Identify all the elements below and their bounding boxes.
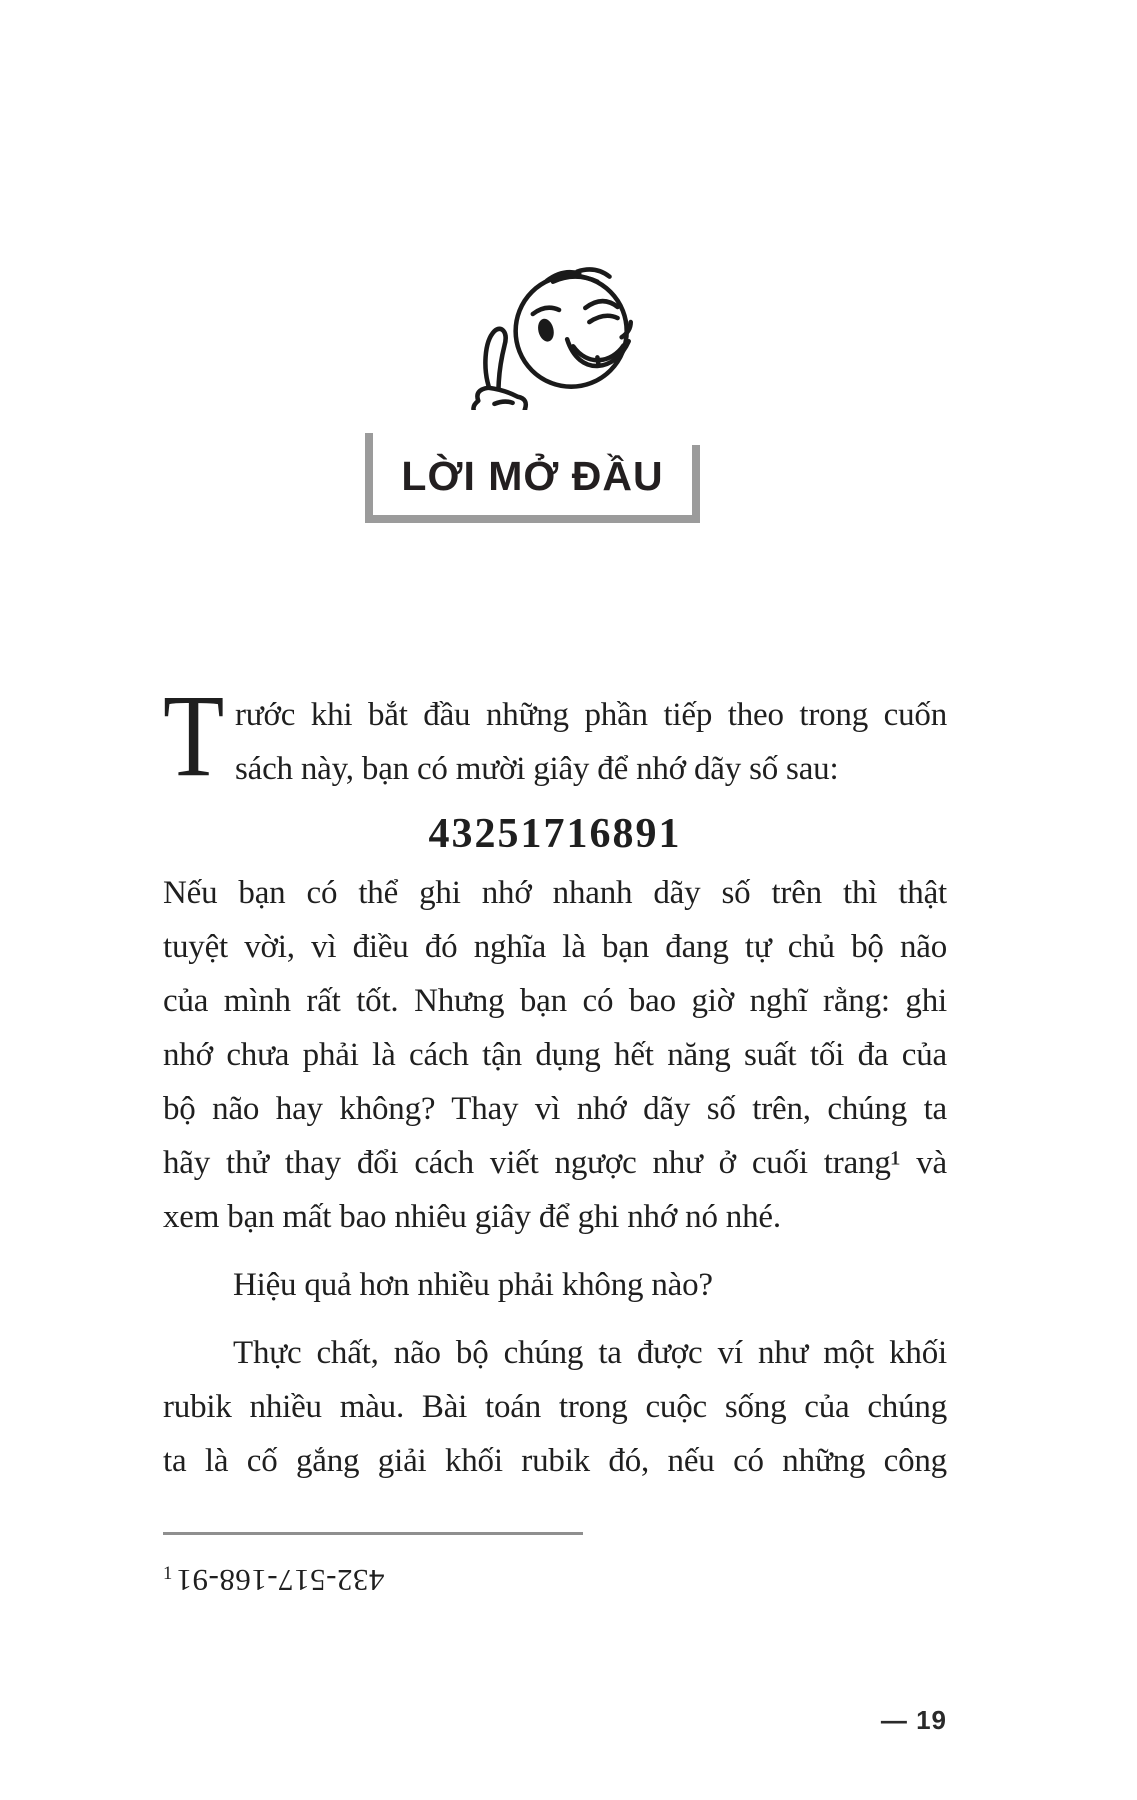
text-line: Thực chất, não bộ chúng ta được ví như một khối xyxy=(233,1335,947,1371)
text-line: rước khi bắt đầu những phần tiếp theo trong cuốn xyxy=(235,697,947,733)
paragraph-3: Hiệu quả hơn nhiều phải không nào? xyxy=(233,1267,713,1303)
memorization-number: 43251716891 xyxy=(428,811,682,857)
tooth-tick xyxy=(597,357,598,364)
footnote-divider xyxy=(163,1532,583,1535)
wink-eye xyxy=(589,316,617,322)
text-line: xem bạn mất bao nhiêu giây để ghi nhớ nó nhé. xyxy=(163,1199,781,1235)
text-line: của mình rất tốt. Nhưng bạn có bao giờ nghĩ rằng: ghi xyxy=(163,983,947,1019)
text-line: bộ não hay không? Thay vì nhớ dãy số trên, chúng ta xyxy=(163,1091,947,1127)
upside-down-footnote-text: 432-517-168-91 xyxy=(176,1563,385,1599)
chapter-title: LỜI MỞ ĐẦU xyxy=(401,452,664,499)
fist xyxy=(473,388,527,410)
text-line: rubik nhiều màu. Bài toán trong cuộc sống của chúng xyxy=(163,1389,947,1425)
footnote xyxy=(163,1554,385,1600)
hair-part xyxy=(553,277,597,282)
paragraph-2 xyxy=(163,866,947,1244)
opening-paragraph-lines xyxy=(235,688,947,796)
body-text-column xyxy=(163,670,947,1488)
doodle-svg xyxy=(448,218,660,410)
chapter-title-frame xyxy=(365,445,700,523)
text-line: tuyệt vời, vì điều đó nghĩa là bạn đang tự chủ bộ não xyxy=(163,929,947,965)
text-line: ta là cố gắng giải khối rubik đó, nếu có những công xyxy=(163,1443,947,1479)
text-line: nhớ chưa phải là cách tận dụng hết năng suất tối đa của xyxy=(163,1037,947,1073)
thumb xyxy=(485,329,505,392)
text-line: sách này, bạn có mười giây để nhớ dãy số sau: xyxy=(235,751,839,787)
left-eye xyxy=(536,317,556,343)
opening-paragraph xyxy=(163,670,947,801)
knuckle-line xyxy=(494,402,512,404)
footnote-marker: 1 xyxy=(163,1563,173,1584)
text-line: Nếu bạn có thể ghi nhớ nhanh dãy số trên thì thật xyxy=(163,875,947,911)
left-eyebrow xyxy=(533,308,559,314)
paragraph-4 xyxy=(163,1326,947,1488)
wink-eyebrow xyxy=(585,301,617,308)
drop-cap: T xyxy=(163,670,225,801)
text-line-with-footnote-ref: hãy thử thay đổi cách viết ngược như ở cuối trang¹ và xyxy=(163,1145,947,1181)
thumbs-up-hand xyxy=(473,329,527,410)
face xyxy=(516,269,631,386)
winking-face-thumbs-up-icon xyxy=(448,218,660,410)
page-number: — 19 xyxy=(880,1705,947,1735)
